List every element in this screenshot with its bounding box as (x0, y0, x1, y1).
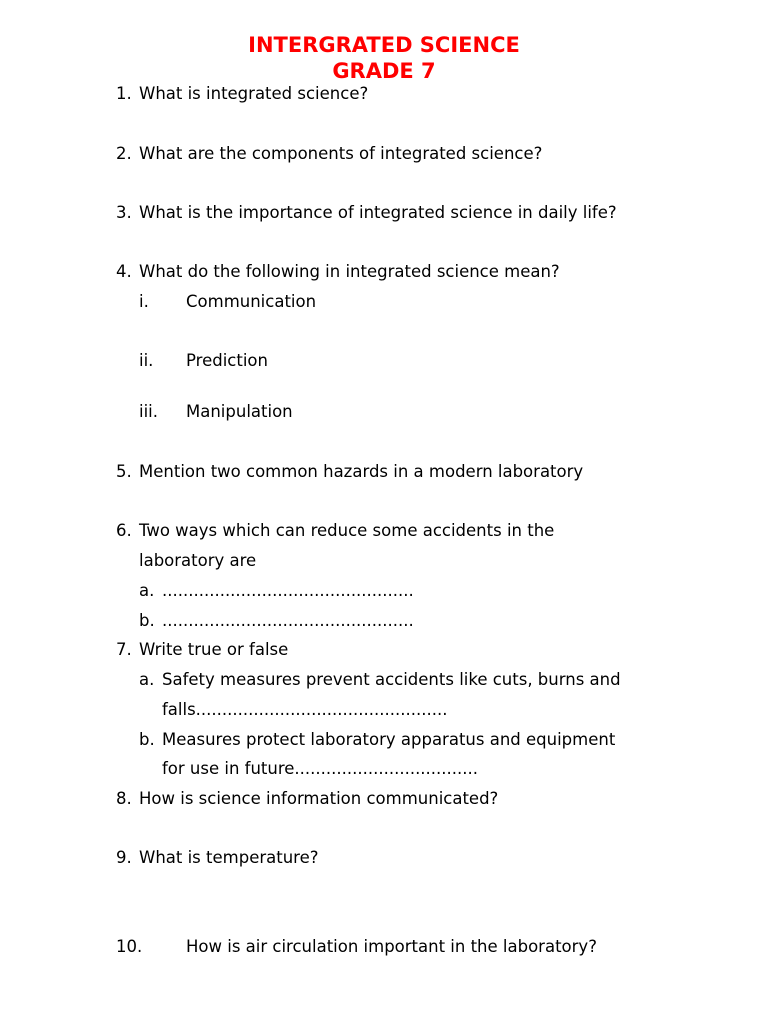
question-text: Mention two common hazards in a modern laboratory (139, 462, 584, 481)
question-number: 8. (116, 789, 132, 808)
subitem-number: iii. (139, 402, 158, 421)
question-text: What is temperature? (139, 848, 319, 867)
question-text: Two ways which can reduce some accidents in the (139, 521, 555, 540)
subitem-number: b. (139, 611, 155, 630)
subitem-text-continued: falls................................................ (162, 700, 448, 719)
subitem-number: a. (139, 670, 155, 689)
question-number: 9. (116, 848, 132, 867)
question-text: What are the components of integrated science? (139, 144, 543, 163)
answer-blank: ................................................ (162, 611, 414, 630)
subitem-text: Communication (186, 292, 317, 311)
page-subtitle: GRADE 7 (332, 59, 436, 83)
question-number: 4. (116, 262, 132, 281)
subitem-text: Measures protect laboratory apparatus and equipment (162, 730, 616, 749)
subitem-text: Prediction (186, 351, 268, 370)
question-number: 5. (116, 462, 132, 481)
question-text: How is air circulation important in the laboratory? (186, 937, 597, 956)
subitem-number: ii. (139, 351, 154, 370)
subitem-number: a. (139, 581, 155, 600)
question-number: 10. (116, 937, 143, 956)
page-title: INTERGRATED SCIENCE (248, 33, 520, 57)
question-text: What is the importance of integrated science in daily life? (139, 203, 617, 222)
question-number: 3. (116, 203, 132, 222)
question-text: What is integrated science? (139, 84, 369, 103)
question-number: 7. (116, 640, 132, 659)
subitem-number: i. (139, 292, 149, 311)
subitem-text-continued: for use in future................................... (162, 759, 479, 778)
subitem-text: Safety measures prevent accidents like cuts, burns and (162, 670, 621, 689)
question-text-continued: laboratory are (139, 551, 257, 570)
question-number: 6. (116, 521, 132, 540)
question-text: What do the following in integrated science mean? (139, 262, 560, 281)
answer-blank: ................................................ (162, 581, 414, 600)
question-number: 1. (116, 84, 132, 103)
question-text: Write true or false (139, 640, 289, 659)
question-number: 2. (116, 144, 132, 163)
subitem-text: Manipulation (186, 402, 293, 421)
question-text: How is science information communicated? (139, 789, 499, 808)
subitem-number: b. (139, 730, 155, 749)
